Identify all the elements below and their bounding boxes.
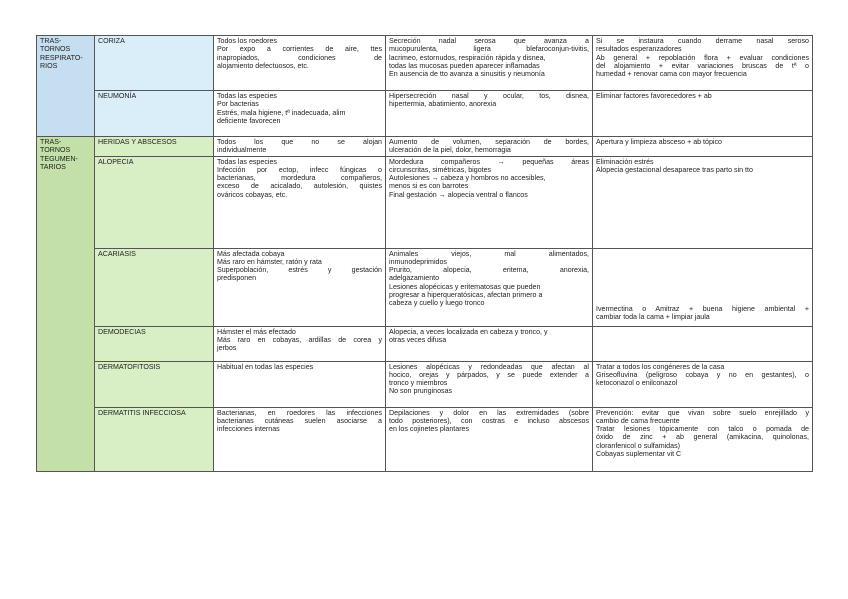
treatment-line: cambiar toda la cama + limpiar jaula <box>596 312 710 321</box>
treatment-line: del alojamiento + evitar variaciones bruscas de tª o <box>596 61 809 70</box>
symptoms-cell <box>386 137 593 157</box>
category-label: RIOS <box>40 61 58 70</box>
category-label: TRAS- <box>40 138 62 146</box>
treatment-line: óxido de zinc + ab general (amikacina, quinolonas, <box>596 433 809 442</box>
symptoms-line: Alopecia, a veces localizada en cabeza y tronco, y <box>389 327 548 336</box>
treatment-cell <box>593 326 813 361</box>
symptoms-line: Animales viejos, mal alimentados, <box>389 249 589 258</box>
symptoms-cell <box>386 36 593 91</box>
table-row <box>37 407 813 471</box>
treatment-line: ketoconazol o enilconazol <box>596 379 678 388</box>
treatment-line: Ab general + repoblación flora + evaluar condiciones <box>596 53 809 62</box>
symptoms-line: Lesiones alopécicas y eritematosas que pueden <box>389 282 541 291</box>
symptoms-line: mucopurulenta, ligera blefaroconjun-tivitis, <box>389 45 589 54</box>
treatment-line: cambio de cama frecuente <box>596 416 680 425</box>
category-label: TEGUMEN- <box>40 154 78 163</box>
category-label: TORNOS <box>40 45 71 54</box>
treatment-cell <box>593 137 813 157</box>
category-label: TARIOS <box>40 162 66 171</box>
symptoms-line: ulceración de la piel, dolor, hemorragia <box>389 146 511 155</box>
species-line: inapropiados, condiciones de <box>217 53 382 62</box>
table-row <box>37 36 813 91</box>
species-cell <box>214 156 386 248</box>
species-line: exceso de acicalado, autolesión, quistes <box>217 182 382 191</box>
category-cell <box>37 36 95 137</box>
symptoms-line: adelgazamiento <box>389 274 440 283</box>
species-cell <box>214 361 386 407</box>
symptoms-line: Mordedura compañeros → pequeñas áreas <box>389 157 589 166</box>
symptoms-line: hipertermia, abatimiento, anorexia <box>389 100 497 109</box>
disease-name: HERIDAS Y ABSCESOS <box>95 137 214 157</box>
symptoms-cell <box>386 248 593 326</box>
species-line: Hámster el más efectado <box>217 327 296 336</box>
species-line: Más raro en cobayas, ardillas de corea y <box>217 335 382 344</box>
treatment-line: Si se instaura cuando derrame nasal seroso <box>596 37 809 45</box>
symptoms-line: hocico, orejas y párpados, y se puede extender a <box>389 370 589 379</box>
species-line: individualmente <box>217 146 267 155</box>
treatment-line: cloranfenicol o sulfamidas) <box>596 441 680 450</box>
species-line: alojamiento defectuosos, etc. <box>217 61 309 70</box>
table-row <box>37 156 813 248</box>
species-cell <box>214 137 386 157</box>
species-line: Estrés, mala higiene, tª inadecuada, alim <box>217 108 346 117</box>
species-line: Todas las especies <box>217 92 277 100</box>
table-row <box>37 326 813 361</box>
species-line: deficiente favorecen <box>217 116 281 125</box>
symptoms-cell <box>386 91 593 137</box>
species-cell <box>214 407 386 471</box>
symptoms-line: Prurito, alopecia, eritema, anorexia, <box>389 266 589 275</box>
species-line: predisponen <box>217 274 257 283</box>
disease-name: NEUMONÍA <box>95 91 214 137</box>
species-line: Todos los que no se alojan <box>217 138 382 146</box>
symptoms-line: cabeza y cuello y luego tronco <box>389 299 485 308</box>
species-line: Todas las especies <box>217 157 277 166</box>
table-row <box>37 248 813 326</box>
disease-table-body <box>37 36 813 472</box>
symptoms-line: todas las mucosas pueden aparecer inflamadas <box>389 61 540 70</box>
species-cell <box>214 91 386 137</box>
species-line: ováricos cobayas, etc. <box>217 190 288 199</box>
symptoms-cell <box>386 361 593 407</box>
species-line: Por bacterias <box>217 100 259 109</box>
treatment-line: Eliminación estrés <box>596 157 654 166</box>
treatment-line: Ivermectina o Amitraz + buena higiene ambiental + <box>596 304 809 313</box>
species-cell <box>214 326 386 361</box>
symptoms-line: inmunodeprimidos <box>389 257 447 266</box>
symptoms-line: todo posteriores), con costras e incluso abscesos <box>389 416 589 425</box>
symptoms-cell <box>386 326 593 361</box>
treatment-line: humedad + renovar cama con mayor frecuencia <box>596 70 747 79</box>
symptoms-line: circunscritas, simétricas, bigotes <box>389 165 492 174</box>
treatment-line: Cobayas suplementar vit C <box>596 450 682 459</box>
table-row <box>37 91 813 137</box>
species-line: jerbos <box>217 344 237 353</box>
species-line: Superpoblación, estrés y gestación <box>217 266 382 275</box>
symptoms-cell <box>386 156 593 248</box>
table-row <box>37 137 813 157</box>
symptoms-line: Depilaciones y dolor en las extremidades (sobre <box>389 408 589 417</box>
treatment-line: Tratar a todos los congéneres de la casa <box>596 362 725 371</box>
species-line: Más raro en hámster, ratón y rata <box>217 257 322 266</box>
treatment-line: Eliminar factores favorecedores + ab <box>596 92 712 100</box>
symptoms-line: Lesiones alopécicas y redondeadas que afectan al <box>389 362 589 371</box>
treatment-line: Alopecia gestacional desaparece tras parto sin tto <box>596 165 753 174</box>
species-line: Habitual en todas las especies <box>217 362 314 371</box>
species-cell <box>214 248 386 326</box>
species-line: Todos los roedores <box>217 37 277 45</box>
symptoms-line: tronco y miembros <box>389 379 448 388</box>
treatment-cell <box>593 248 813 326</box>
symptoms-line: Hipersecreción nasal y ocular, tos, disnea, <box>389 92 589 100</box>
disease-name: ACARIASIS <box>95 248 214 326</box>
symptoms-line: Secreción nadal serosa que avanza a <box>389 37 589 45</box>
treatment-line: Prevención: evitar que vivan sobre suelo enrejillado y <box>596 408 809 417</box>
symptoms-line: en los cojinetes plantares <box>389 425 470 434</box>
disease-name: CORIZA <box>95 36 214 91</box>
disease-name: ALOPECIA <box>95 156 214 248</box>
treatment-cell <box>593 361 813 407</box>
symptoms-line: Final gestación → alopecia ventral o flancos <box>389 190 528 199</box>
symptoms-line: menos si es con barrotes <box>389 182 469 191</box>
species-cell <box>214 36 386 91</box>
species-line: Infección por ectop, infecc fúngicas o <box>217 165 382 174</box>
symptoms-line: No son pruriginosas <box>389 387 453 396</box>
species-line: Más afectada cobaya <box>217 249 285 258</box>
treatment-cell <box>593 91 813 137</box>
symptoms-line: Aumento de volumen, separación de bordes, <box>389 138 589 146</box>
species-line: bacterianas, mordedura compañeros, <box>217 174 382 183</box>
treatment-line: Apertura y limpieza absceso + ab tópico <box>596 138 722 146</box>
disease-name: DERMATOFITOSIS <box>95 361 214 407</box>
symptoms-line: Autolesiones → cabeza y hombros no accesibles, <box>389 174 546 183</box>
table-row <box>37 361 813 407</box>
species-line: infecciones internas <box>217 425 280 434</box>
disease-table <box>36 35 813 472</box>
symptoms-line: progresar a hiperqueratósicas, afectan primero a <box>389 291 543 300</box>
treatment-line: Tratar lesiones tópicamente con talco o pomada de <box>596 425 809 434</box>
disease-name: DERMATITIS INFECCIOSA <box>95 407 214 471</box>
species-line: Por expo a corrientes de aire, ttes <box>217 45 382 54</box>
symptoms-cell <box>386 407 593 471</box>
treatment-line: resultados esperanzadores <box>596 45 682 54</box>
symptoms-line: lacrimeo, estornudos, respiración rápida y disnea, <box>389 53 546 62</box>
treatment-line: Griseofluvina (peligroso cobaya y no en gestantes), o <box>596 370 809 379</box>
category-label: RESPIRATO- <box>40 53 83 62</box>
treatment-cell <box>593 36 813 91</box>
symptoms-line: otras veces difusa <box>389 335 447 344</box>
category-cell <box>37 137 95 472</box>
disease-name: DEMODECIAS <box>95 326 214 361</box>
treatment-cell <box>593 156 813 248</box>
category-label: TORNOS <box>40 146 71 155</box>
category-label: TRAS- <box>40 37 62 45</box>
species-line: Bacterianas, en roedores las infecciones <box>217 408 382 417</box>
symptoms-line: En ausencia de tto avanza a sinusitis y neumonía <box>389 70 545 79</box>
treatment-cell <box>593 407 813 471</box>
species-line: bacterianas cutáneas suelen asociarse a <box>217 416 382 425</box>
